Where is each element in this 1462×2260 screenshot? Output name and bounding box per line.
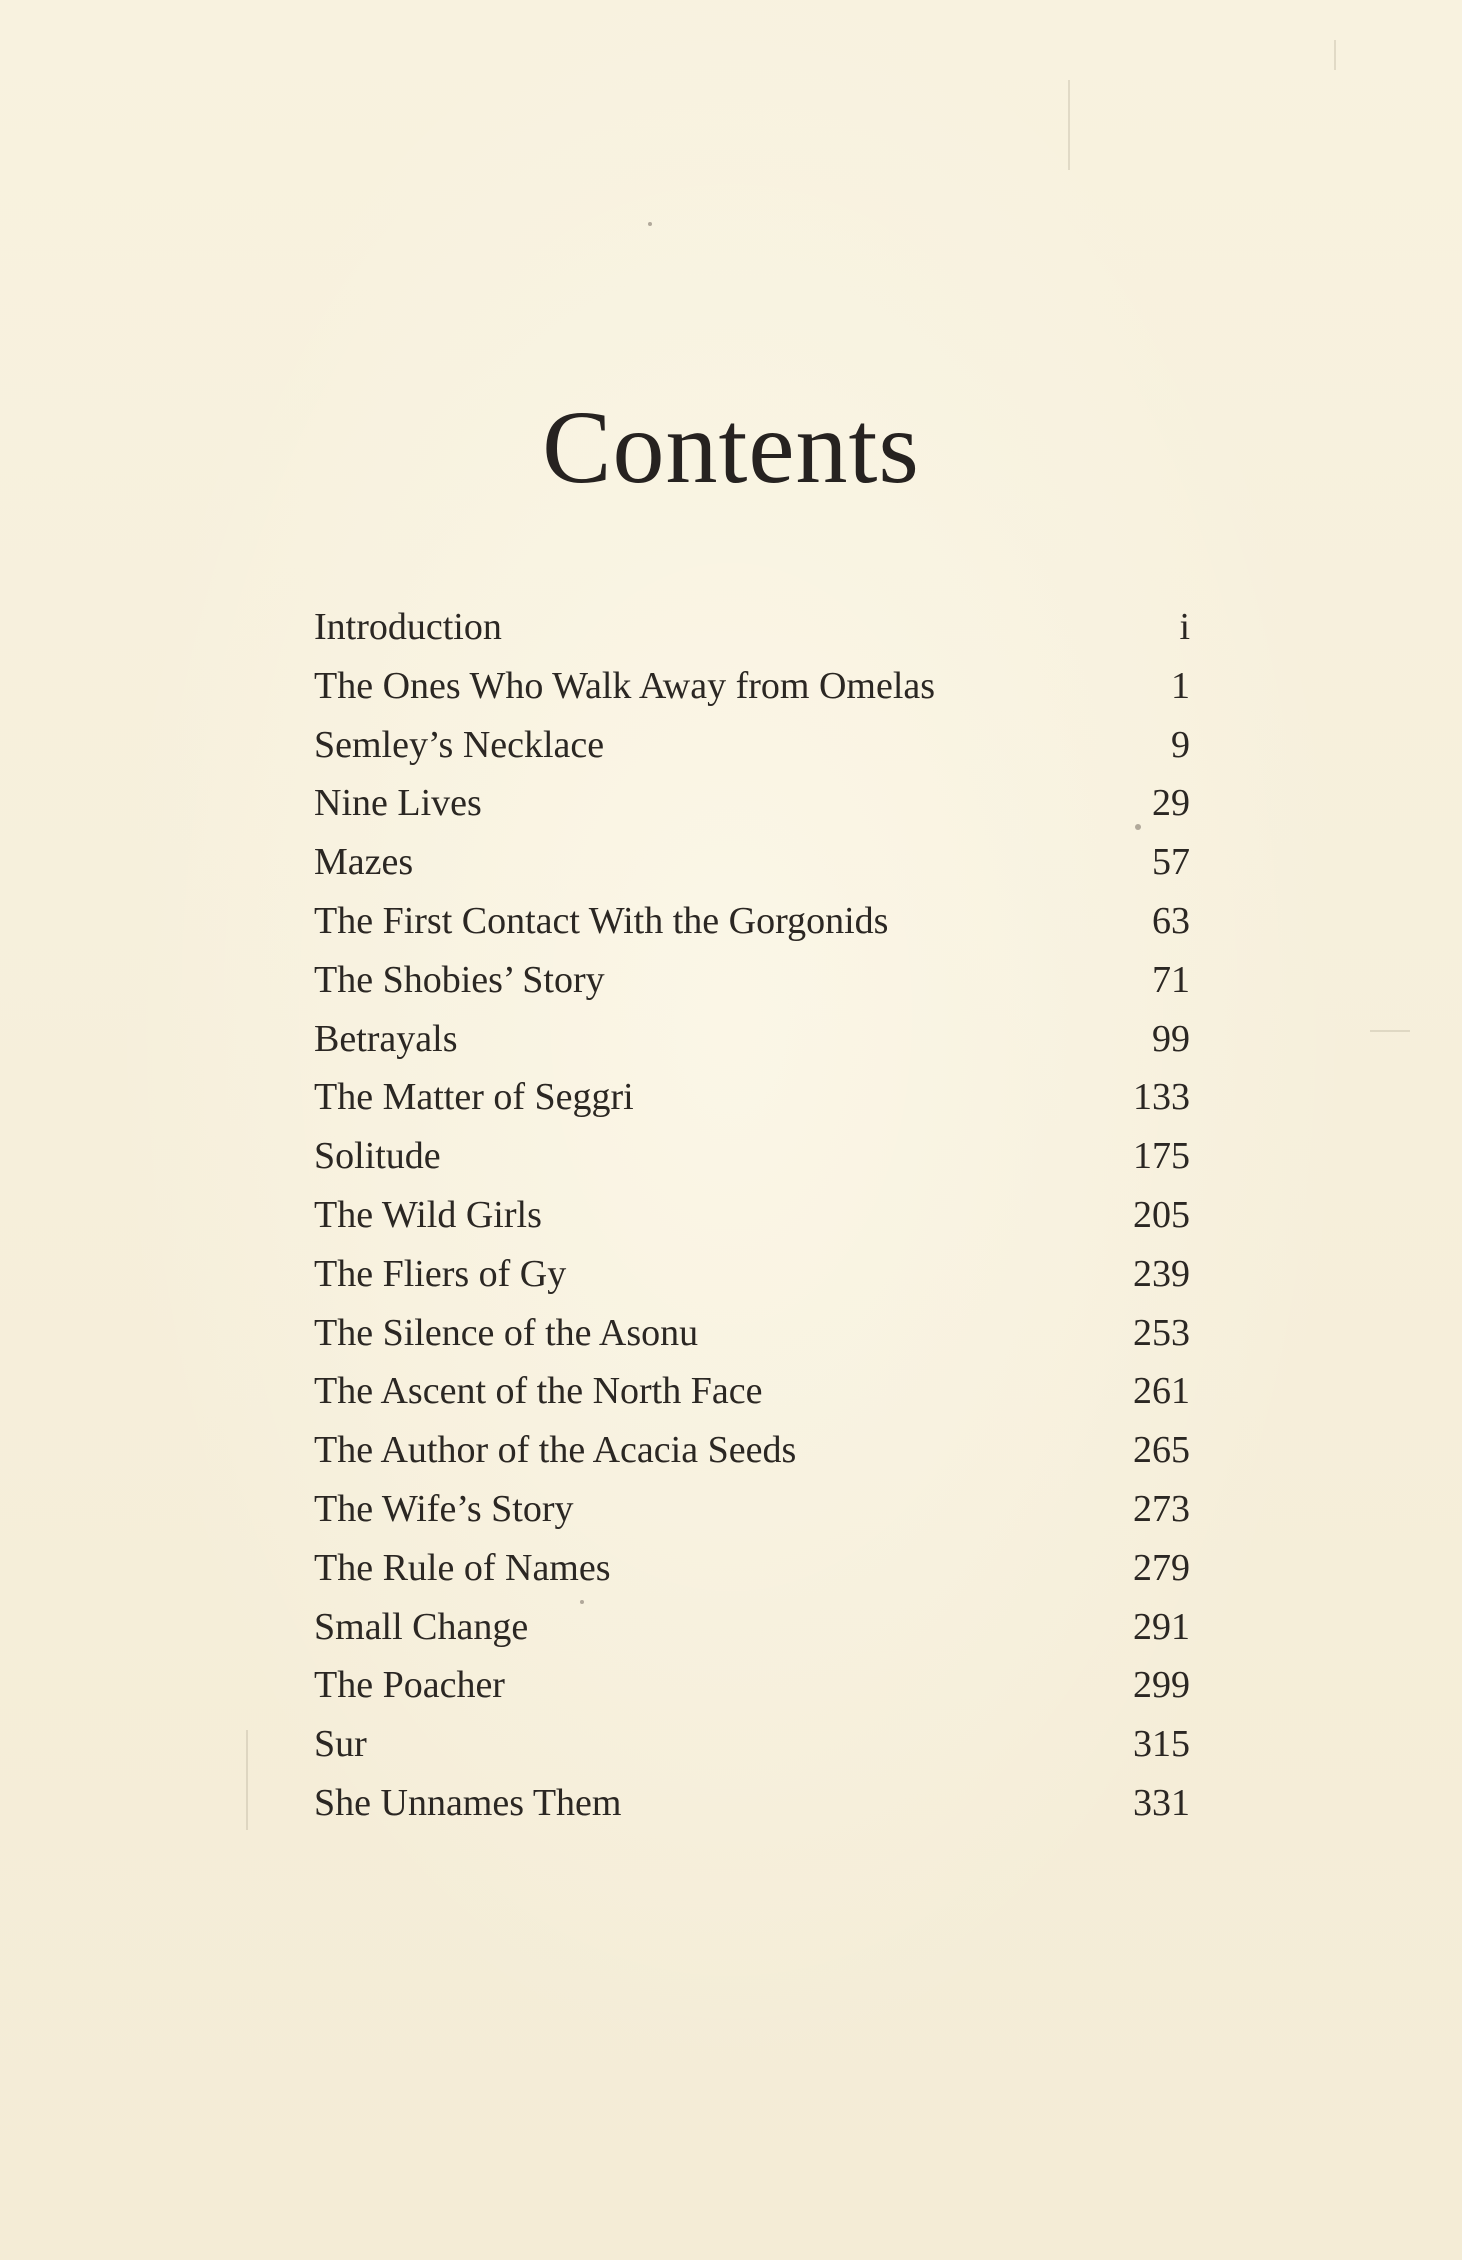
toc-entry-page: 261 xyxy=(1133,1370,1190,1413)
toc-entry xyxy=(314,892,1194,951)
toc-entry-page: 239 xyxy=(1133,1252,1190,1295)
scan-mark xyxy=(246,1730,248,1830)
toc-entry-page: 205 xyxy=(1133,1193,1190,1236)
toc-entry xyxy=(314,716,1194,775)
toc-entry-title: The Wife’s Story xyxy=(314,1487,574,1530)
toc-entry-page: 9 xyxy=(1171,723,1190,766)
toc-entry xyxy=(314,1127,1194,1186)
toc-entry-page: 299 xyxy=(1133,1664,1190,1707)
toc-entry-page: 29 xyxy=(1152,782,1190,825)
toc-entry-page: 1 xyxy=(1171,664,1190,707)
toc-entry-title: Mazes xyxy=(314,841,414,884)
toc-entry-page: 265 xyxy=(1133,1429,1190,1472)
toc-entry xyxy=(314,1304,1194,1363)
toc-entry-page: 99 xyxy=(1152,1017,1190,1060)
toc-entry-title: The Fliers of Gy xyxy=(314,1252,567,1295)
toc-entry-title: Nine Lives xyxy=(314,782,482,825)
toc-entry-page: 71 xyxy=(1152,958,1190,1001)
toc-entry-page: 279 xyxy=(1133,1546,1190,1589)
scan-mark xyxy=(1370,1030,1410,1032)
toc-entry-title: She Unnames Them xyxy=(314,1781,622,1824)
toc-entry-page: 253 xyxy=(1133,1311,1190,1354)
toc-entry xyxy=(314,598,1194,657)
toc-entry-page: 315 xyxy=(1133,1723,1190,1766)
scan-mark xyxy=(1068,80,1070,170)
toc-entry-page: 63 xyxy=(1152,899,1190,942)
toc-entry xyxy=(314,1421,1194,1480)
toc-entry-title: Betrayals xyxy=(314,1017,458,1060)
toc-entry-title: Semley’s Necklace xyxy=(314,723,605,766)
toc-entry xyxy=(314,657,1194,716)
toc-entry-page: 331 xyxy=(1133,1781,1190,1824)
table-of-contents xyxy=(314,598,1194,1833)
toc-entry-page: 273 xyxy=(1133,1487,1190,1530)
toc-entry xyxy=(314,1656,1194,1715)
toc-entry-title: Introduction xyxy=(314,606,502,648)
toc-entry-title: The Shobies’ Story xyxy=(314,958,605,1001)
toc-entry-title: The Matter of Seggri xyxy=(314,1076,634,1119)
toc-entry xyxy=(314,1010,1194,1069)
toc-entry-page: 175 xyxy=(1133,1135,1190,1178)
toc-entry xyxy=(314,1068,1194,1127)
toc-entry-title: The Rule of Names xyxy=(314,1546,611,1589)
toc-entry-title: The Wild Girls xyxy=(314,1193,542,1236)
toc-entry xyxy=(314,774,1194,833)
toc-entry-title: Small Change xyxy=(314,1605,529,1648)
toc-entry-page: i xyxy=(1179,606,1190,648)
scan-speck xyxy=(648,222,652,226)
toc-entry-title: The Ones Who Walk Away from Omelas xyxy=(314,664,936,707)
toc-entry-title: The Silence of the Asonu xyxy=(314,1311,699,1354)
toc-entry-title: Sur xyxy=(314,1723,367,1766)
toc-entry-title: The First Contact With the Gorgonids xyxy=(314,899,889,942)
toc-entry-title: The Poacher xyxy=(314,1664,505,1707)
toc-entry xyxy=(314,833,1194,892)
toc-entry-page: 133 xyxy=(1133,1076,1190,1119)
toc-entry xyxy=(314,1362,1194,1421)
toc-entry xyxy=(314,1598,1194,1657)
toc-entry xyxy=(314,1715,1194,1774)
toc-entry-title: The Author of the Acacia Seeds xyxy=(314,1429,797,1472)
toc-entry-page: 57 xyxy=(1152,841,1190,884)
toc-entry xyxy=(314,1480,1194,1539)
toc-entry xyxy=(314,1245,1194,1304)
toc-entry-title: Solitude xyxy=(314,1135,441,1178)
toc-entry xyxy=(314,1774,1194,1833)
toc-entry xyxy=(314,1186,1194,1245)
toc-entry xyxy=(314,951,1194,1010)
scan-mark xyxy=(1334,40,1336,70)
toc-entry-page: 291 xyxy=(1133,1605,1190,1648)
page-title: Contents xyxy=(542,390,920,505)
toc-entry-title: The Ascent of the North Face xyxy=(314,1370,763,1413)
toc-entry xyxy=(314,1539,1194,1598)
